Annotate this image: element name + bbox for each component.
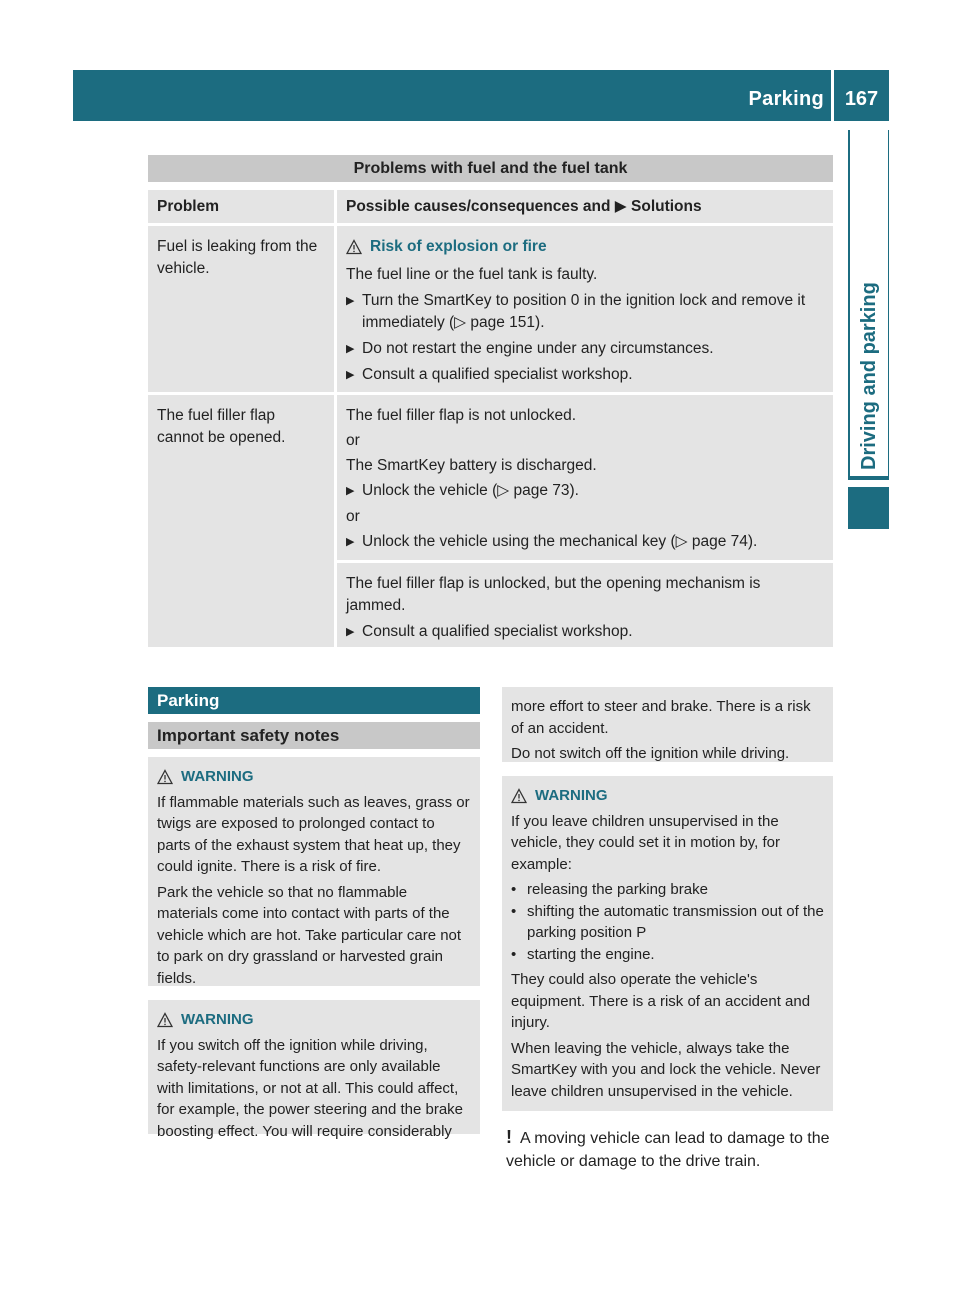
bullet-icon: • — [511, 945, 517, 963]
warning-heading: Risk of explosion or fire — [346, 236, 824, 258]
warning-text: When leaving the vehicle, always take the SmartKey with you and lock the vehicle. Never leave children unsupervised in the vehicle. — [511, 1039, 821, 1100]
arrow-right-icon: ▶ — [346, 536, 355, 548]
arrow-right-icon: ▶ — [346, 369, 355, 381]
warning-text: more effort to steer and brake. There is a risk of an accident. — [511, 698, 811, 737]
list-item: • releasing the parking brake — [511, 879, 824, 901]
warning-heading: WARNING — [157, 766, 471, 788]
header-bar — [73, 70, 831, 121]
bullet-icon: • — [511, 902, 517, 920]
arrow-right-icon: ▶ — [346, 485, 355, 497]
warning-box-fire — [148, 757, 480, 986]
warning-text: Park the vehicle so that no flammable materials come into contact with parts of the vehicle which are hot. Take particular care not to park on dry grassland or harvested grain fields. — [157, 883, 462, 987]
cause-text: The fuel line or the fuel tank is faulty. — [346, 266, 598, 283]
warning-text: They could also operate the vehicle's equipment. There is a risk of an accident and injury. — [511, 971, 811, 1031]
solution-step: ▶ Consult a qualified specialist workshop. — [346, 364, 824, 386]
table-row-1-problem: Fuel is leaking from the vehicle. — [148, 226, 334, 392]
warning-triangle-icon — [157, 769, 173, 785]
solution-step: ▶ Do not restart the engine under any circumstances. — [346, 338, 824, 360]
solution-step: ▶ Unlock the vehicle using the mechanical key (▷ page 74). — [346, 531, 824, 553]
cause-text: The SmartKey battery is discharged. — [346, 457, 597, 474]
warning-triangle-icon — [346, 239, 362, 255]
list-item: • shifting the automatic transmission out of the parking position P — [511, 901, 824, 944]
warning-box-children — [502, 776, 833, 1111]
warning-text: If you leave children unsupervised in the vehicle, they could set it in motion by, for example: — [511, 812, 781, 873]
table-row-3-solution — [337, 563, 833, 647]
section-title: Parking — [748, 88, 824, 110]
bullet-icon: • — [511, 881, 517, 898]
warning-heading: WARNING — [157, 1009, 471, 1031]
safety-notes-heading: Important safety notes — [148, 722, 480, 749]
warning-triangle-icon — [511, 788, 527, 804]
warning-box-ignition-continued — [502, 687, 833, 762]
column-header-problem: Problem — [148, 190, 334, 223]
side-label: Driving and parking — [850, 130, 888, 476]
warning-text: If flammable materials such as leaves, grass or twigs are exposed to prolonged contact to parts of the exhaust system that heat up, they could ignite. There is a risk of fire. — [157, 793, 470, 875]
warning-triangle-icon — [157, 1012, 173, 1028]
warning-text: Do not switch off the ignition while driving. — [511, 745, 790, 762]
cause-text: The fuel filler flap is unlocked, but the opening mechanism is jammed. — [346, 575, 761, 614]
warning-heading: WARNING — [511, 785, 824, 807]
solution-step: ▶ Consult a qualified specialist workshop. — [346, 621, 824, 643]
warning-text: If you switch off the ignition while driving, safety-relevant functions are only available with limitations, or not at all. This could affect, for example, the power steering and the brake boosting effect. You will require considerably — [157, 1036, 464, 1140]
warning-box-ignition — [148, 1000, 480, 1140]
arrow-right-icon: ▶ — [346, 295, 355, 307]
or-text: or — [346, 432, 360, 449]
table-row-2-problem: The fuel filler flap cannot be opened. — [148, 395, 334, 647]
side-tab-marker — [848, 487, 889, 529]
column-header-solutions: Possible causes/consequences and ▶ Solutions — [337, 190, 833, 223]
parking-heading: Parking — [148, 687, 480, 714]
table-title: Problems with fuel and the fuel tank — [148, 155, 833, 182]
list-item: • starting the engine. — [511, 944, 824, 966]
table-row-2-solution — [337, 395, 833, 560]
arrow-right-icon: ▶ — [346, 626, 355, 638]
exclamation-icon: ! — [506, 1127, 512, 1147]
or-text: or — [346, 508, 360, 525]
damage-note: ! A moving vehicle can lead to damage to the vehicle or damage to the drive train. — [506, 1127, 830, 1170]
solution-step: ▶ Unlock the vehicle (▷ page 73). — [346, 480, 824, 502]
arrow-right-icon: ▶ — [346, 343, 355, 355]
page-number: 167 — [844, 88, 879, 110]
table-row-1-solution — [337, 226, 833, 392]
solution-step: ▶ Turn the SmartKey to position 0 in the ignition lock and remove it immediately (▷ page 151). — [346, 290, 824, 334]
cause-text: The fuel filler flap is not unlocked. — [346, 407, 577, 424]
